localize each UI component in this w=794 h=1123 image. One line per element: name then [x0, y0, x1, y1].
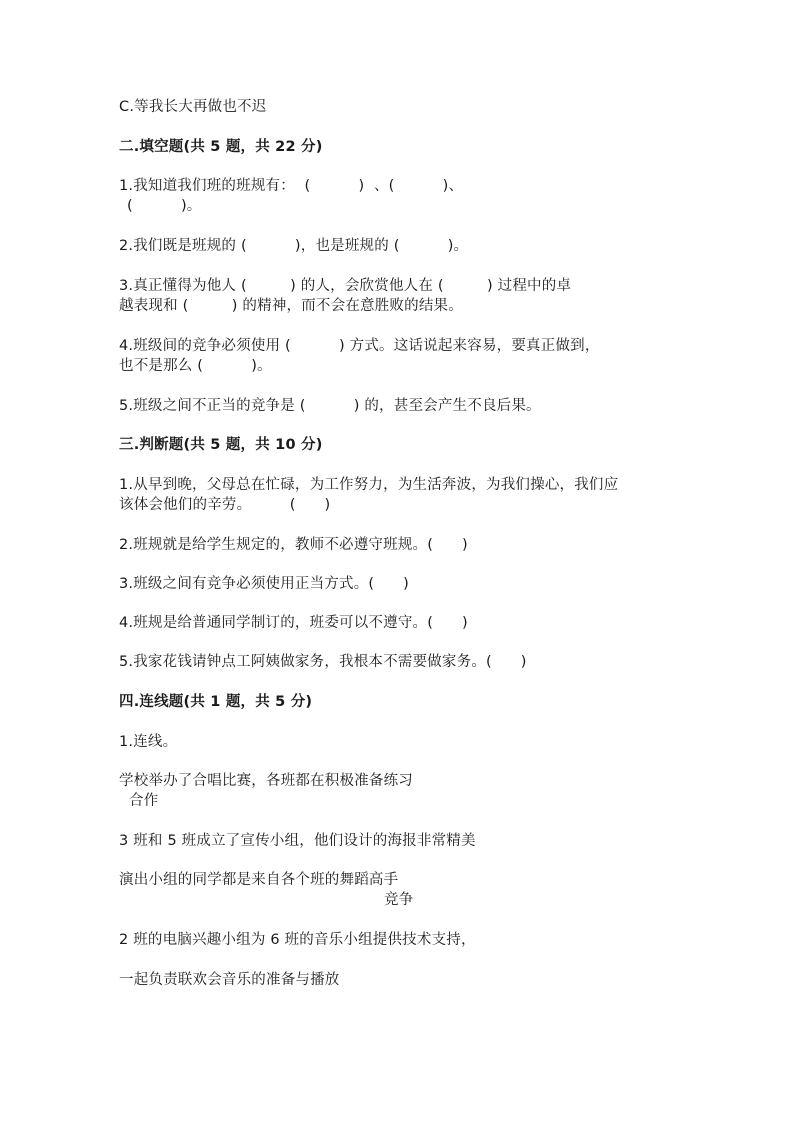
- fill-question-4-line-2: 也不是那么 ( )。: [119, 358, 272, 374]
- fill-question-3-line-2: 越表现和 ( ) 的精神，而不会在意胜败的结果。: [119, 298, 463, 314]
- judge-question-1-line-2: 该体会他们的辛劳。 ( ): [119, 497, 331, 513]
- fill-question-4-line-1: 4.班级间的竞争必须使用 ( ) 方式。这话说起来容易，要真正做到，: [119, 338, 600, 354]
- matching-right-item-cooperation: 合作: [129, 793, 159, 809]
- judge-question-3: 3.班级之间有竞争必须使用正当方式。( ): [119, 576, 410, 592]
- matching-right-item-competition: 竞争: [384, 892, 414, 908]
- section-heading-true-false: 三.判断题(共 5 题，共 10 分): [119, 437, 323, 453]
- matching-left-item-5: 一起负责联欢会音乐的准备与播放: [119, 972, 340, 988]
- judge-question-1-line-1: 1.从早到晚，父母总在忙碌，为工作努力，为生活奔波，为我们操心，我们应: [119, 477, 619, 493]
- judge-question-5: 5.我家花钱请钟点工阿姨做家务，我根本不需要做家务。( ): [119, 654, 527, 670]
- fill-question-1-line-2: ( )。: [127, 198, 202, 214]
- fill-question-2: 2.我们既是班规的 ( )，也是班规的 ( )。: [119, 238, 469, 254]
- matching-question-1: 1.连线。: [119, 734, 178, 750]
- fill-question-3-line-1: 3.真正懂得为他人 ( ) 的人，会欣赏他人在 ( ) 过程中的卓: [119, 278, 572, 294]
- matching-left-item-3: 演出小组的同学都是来自各个班的舞蹈高手: [119, 872, 399, 888]
- fill-question-5: 5.班级之间不正当的竞争是 ( ) 的，甚至会产生不良后果。: [119, 398, 541, 414]
- matching-left-item-1: 学校举办了合唱比赛，各班都在积极准备练习: [119, 773, 413, 789]
- judge-question-2: 2.班规就是给学生规定的，教师不必遵守班规。( ): [119, 537, 468, 553]
- matching-left-item-2: 3 班和 5 班成立了宣传小组，他们设计的海报非常精美: [119, 833, 476, 849]
- judge-question-4: 4.班规是给普通同学制订的，班委可以不遵守。( ): [119, 615, 468, 631]
- option-c-line: C.等我长大再做也不迟: [119, 99, 267, 115]
- matching-left-item-4: 2 班的电脑兴趣小组为 6 班的音乐小组提供技术支持，: [119, 932, 476, 948]
- fill-question-1-line-1: 1.我知道我们班的班规有： ( ) 、( )、: [119, 178, 464, 194]
- section-heading-matching: 四.连线题(共 1 题，共 5 分): [119, 694, 313, 710]
- section-heading-fill-in: 二.填空题(共 5 题，共 22 分): [119, 139, 323, 155]
